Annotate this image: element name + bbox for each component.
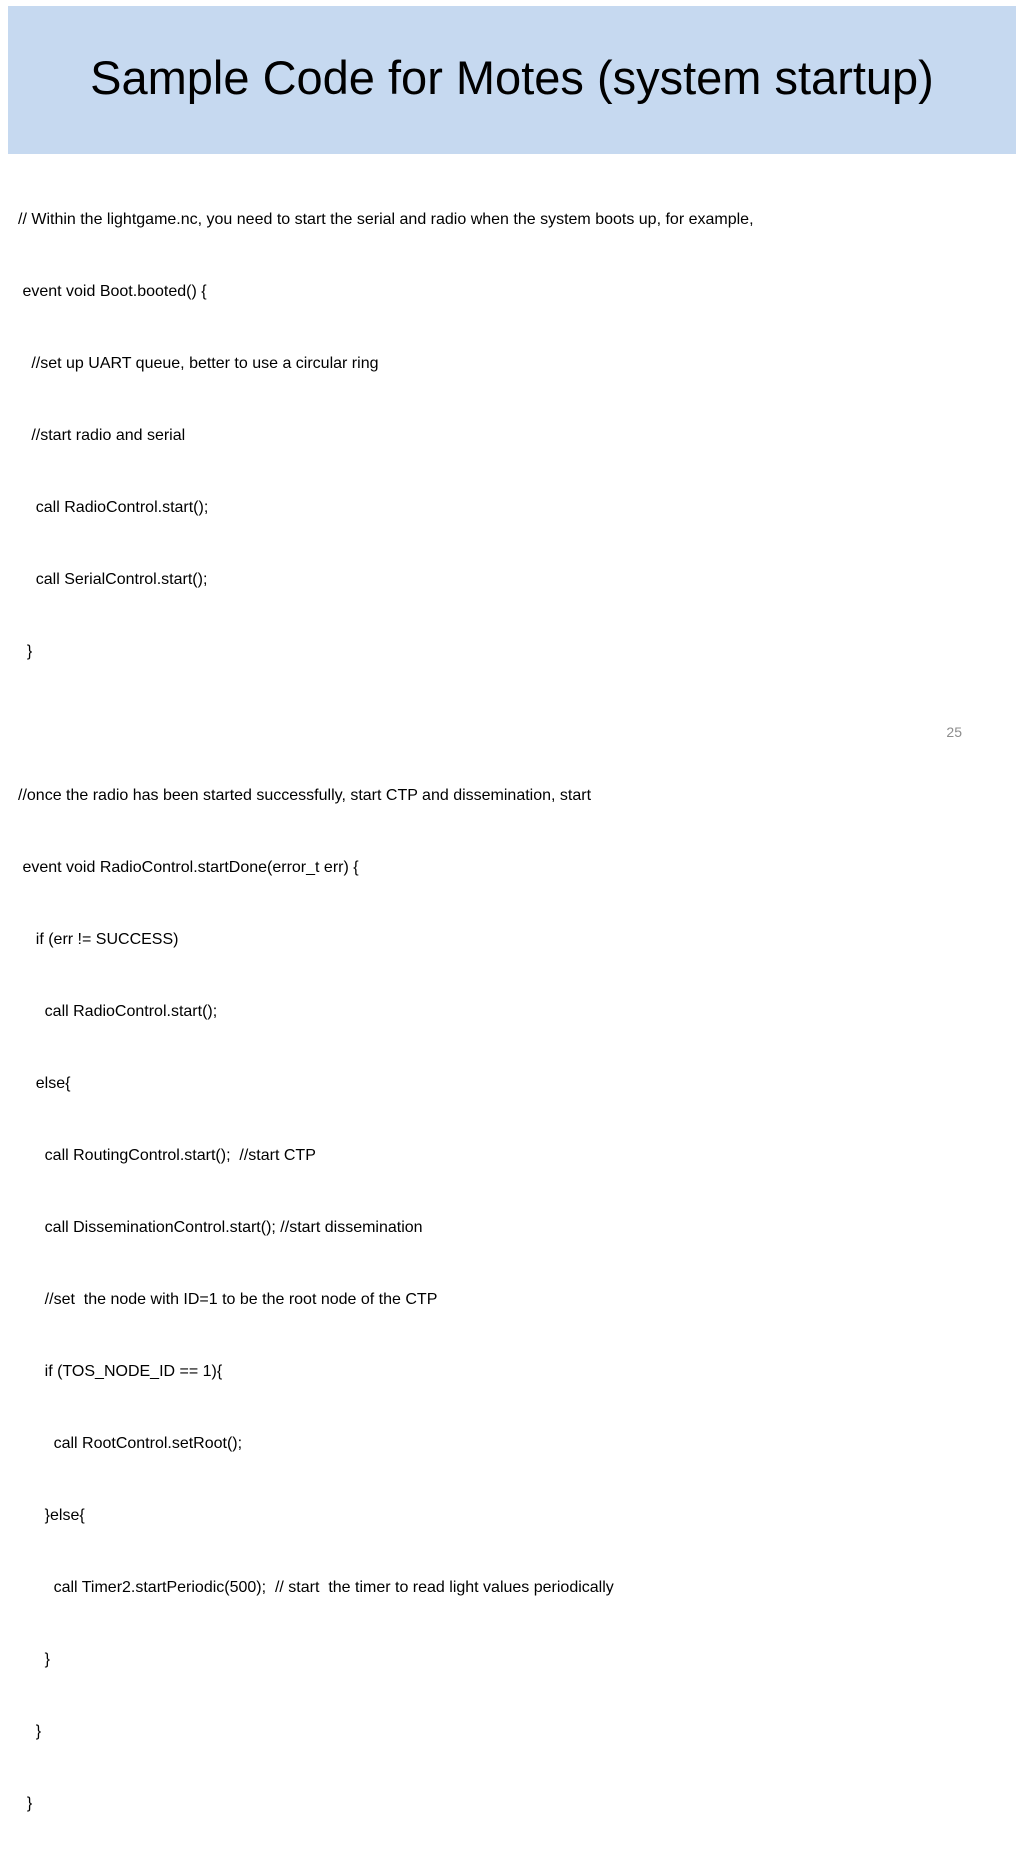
code-line: } [18,1795,33,1812]
title-banner [8,6,1016,154]
code-sample [18,160,1008,1864]
code-line: call Timer2.startPeriodic(500); // start the timer to read light values periodically [18,1579,614,1596]
code-line: else{ [18,1075,71,1092]
code-line: event void RadioControl.startDone(error_t err) { [18,859,359,876]
page-number: 25 [946,724,962,740]
code-line: // Within the lightgame.nc, you need to start the serial and radio when the system boots up, for example, [18,211,754,228]
code-line: if (err != SUCCESS) [18,931,179,948]
code-line: //set the node with ID=1 to be the root node of the CTP [18,1291,438,1308]
code-line: //once the radio has been started successfully, start CTP and dissemination, start [18,787,592,804]
code-line: call RoutingControl.start(); //start CTP [18,1147,316,1164]
code-line: } [18,1723,42,1740]
slide-title: Sample Code for Motes (system startup) [90,50,934,104]
code-line: call RadioControl.start(); [18,1003,218,1020]
code-line: } [18,1651,51,1668]
code-line: if (TOS_NODE_ID == 1){ [18,1363,223,1380]
code-line: }else{ [18,1507,85,1524]
code-line: } [18,643,33,660]
code-line: //set up UART queue, better to use a circular ring [18,355,379,372]
code-line: event void Boot.booted() { [18,283,207,300]
code-line: call SerialControl.start(); [18,571,208,588]
code-line: call RadioControl.start(); [18,499,209,516]
code-line: call RootControl.setRoot(); [18,1435,243,1452]
code-line: //start radio and serial [18,427,186,444]
code-line [18,712,1008,736]
code-line: call DisseminationControl.start(); //start dissemination [18,1219,423,1236]
